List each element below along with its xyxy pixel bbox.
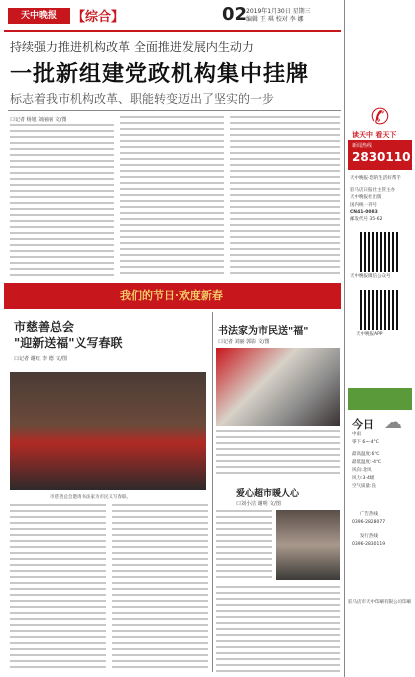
weather-line: 风向:北风 — [352, 468, 372, 473]
lead-body-column-1 — [10, 124, 114, 278]
story2-photo — [216, 348, 340, 426]
cloud-icon: ☁ — [384, 412, 402, 433]
weather-banner — [348, 388, 412, 410]
weather-title: 今日 — [352, 418, 374, 431]
sidebar-slogan: 天中晚报·您的生活好帮手 — [350, 176, 401, 181]
printer-info: 驻马店市天中印刷有限公司印刷 — [348, 600, 411, 605]
weather-line: 最高温度:6℃ — [352, 452, 380, 457]
story1-byline: 口记者 谢红 李 德 文/图 — [14, 356, 68, 362]
hotline-label: 新闻热线 — [352, 143, 373, 149]
ad-phone: 0396-2828077 — [352, 520, 386, 525]
story1-body-column-1 — [10, 504, 106, 672]
page-number: 02 — [222, 4, 248, 25]
qr1-label: 天中晚报微信公众号 — [350, 274, 391, 279]
masthead-rule — [4, 30, 341, 32]
lead-body-column-2 — [120, 116, 224, 278]
cn-label: 国内统一刊号 — [350, 203, 377, 208]
qr-code — [360, 232, 400, 272]
lead-body-column-3 — [230, 116, 340, 278]
column-divider — [212, 312, 213, 672]
banner-title: 我们的节日·欢度新春 — [120, 289, 223, 302]
hotline-number: 2830110 — [352, 150, 411, 164]
weather-temp: 零下 6~-4°C — [352, 440, 379, 445]
section-title: 【综合】 — [72, 10, 125, 25]
lead-tagline: 标志着我市机构改革、职能转变迈出了坚实的一步 — [10, 92, 275, 106]
divider — [8, 110, 341, 111]
lead-byline: 口记者 杨旭 刘丽丽 文/图 — [10, 117, 67, 123]
story2-title: 书法家为市民送"福" — [218, 326, 309, 337]
story3-byline: 口刘小洁 谢明 文/图 — [236, 501, 281, 507]
story1-body-column-2 — [112, 504, 208, 672]
story3-photo — [276, 510, 340, 580]
qr2-label: 天中晚报APP — [356, 332, 383, 337]
story2-body — [216, 430, 340, 476]
weather-line: 最低温度:-4℃ — [352, 460, 382, 465]
ad-label: 广告热线 — [360, 512, 378, 517]
org-line-1: 驻马店日报社主管主办 — [350, 188, 395, 193]
story1-photo — [10, 372, 206, 490]
sub-phone: 0396-2830119 — [352, 542, 386, 547]
story3-title: 爱心超市暖人心 — [236, 489, 300, 499]
editors: 编辑 王 琪 校对 李 娜 — [246, 16, 304, 23]
newspaper-logo: 天中晚报 — [8, 8, 70, 24]
sidebar-divider — [344, 0, 345, 677]
story1-title-line1: 市慈善总会 — [14, 320, 75, 334]
story3-body-column-2 — [216, 586, 340, 672]
sidebar-brand: 读天中 看天下 — [352, 131, 397, 139]
lead-headline: 一批新组建党政机构集中挂牌 — [10, 62, 310, 87]
qr-code — [360, 290, 400, 330]
org-line-2: 天中晚报社出版 — [350, 195, 382, 200]
story2-byline: 口记者 刘丽 郭影 文/图 — [218, 339, 270, 345]
weather-line: 空气质量:良 — [352, 484, 377, 489]
lead-subhead: 持续强力推进机构改革 全面推进发展内生动力 — [10, 40, 254, 54]
postal-code: 邮发代号 35-62 — [350, 217, 383, 222]
weather-line: 风力:3-4级 — [352, 476, 375, 481]
story3-body-column-1 — [216, 510, 272, 580]
cn-number: CN41-0083 — [350, 210, 378, 215]
story1-title-line2: "迎新送福"义写春联 — [14, 336, 123, 350]
weather-desc: 中雨 — [352, 432, 361, 437]
logo-icon: ✆ — [370, 105, 390, 130]
dateline — [246, 8, 311, 24]
story1-caption: 市慈善总会邀请书法家为市民义写春联。 — [50, 495, 131, 500]
date: 2019年1月30日 星期三 — [246, 8, 311, 15]
sub-label: 发行热线 — [360, 534, 378, 539]
